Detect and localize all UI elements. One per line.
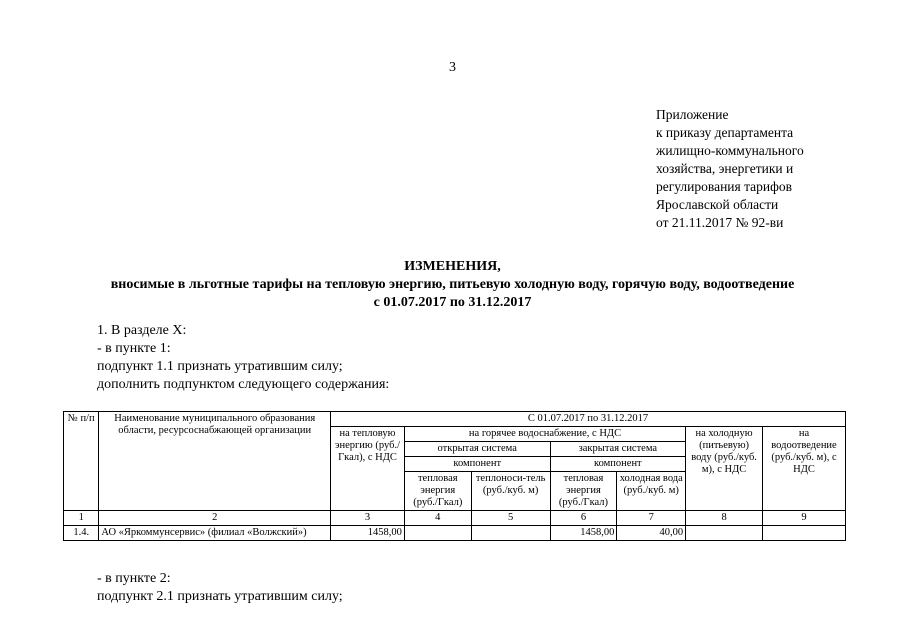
title-line-2: вносимые в льготные тарифы на тепловую энергию, питьевую холодную воду, горячую воду, водоотведение <box>110 277 795 292</box>
paragraph: - в пункте 2: <box>97 571 171 586</box>
tariff-table <box>63 411 846 541</box>
column-number-row <box>64 511 846 526</box>
column-number: 9 <box>763 511 846 526</box>
header-closed-cold-water: холодная вода (руб./куб. м) <box>617 472 686 511</box>
row-heat-tariff: 1458,00 <box>331 526 405 541</box>
paragraph: дополнить подпунктом следующего содержания: <box>97 377 390 392</box>
header-open-system: открытая система <box>404 442 550 457</box>
appendix-line: Ярославской области <box>656 197 779 212</box>
column-number: 5 <box>471 511 550 526</box>
appendix-line: от 21.11.2017 № 92-ви <box>656 215 784 230</box>
paragraph: подпункт 2.1 признать утратившим силу; <box>97 589 343 604</box>
row-cold-water <box>686 526 763 541</box>
appendix-line: жилищно-коммунального <box>656 143 804 158</box>
column-number: 3 <box>331 511 405 526</box>
paragraph: подпункт 1.1 признать утратившим силу; <box>97 359 343 374</box>
appendix-line: к приказу департамента <box>656 125 794 140</box>
column-number: 1 <box>64 511 99 526</box>
header-open-heat-energy: тепловая энергия (руб./Гкал) <box>404 472 471 511</box>
body-text-top <box>97 322 389 394</box>
header-hot-water: на горячее водоснабжение, с НДС <box>404 427 685 442</box>
document-title <box>0 258 905 312</box>
row-open-carrier <box>471 526 550 541</box>
row-closed-heat: 1458,00 <box>550 526 617 541</box>
header-number: № п/п <box>64 412 99 511</box>
page-number: 3 <box>449 60 456 75</box>
row-number: 1.4. <box>64 526 99 541</box>
row-sewage <box>763 526 846 541</box>
body-text-bottom <box>97 570 343 606</box>
header-sewage: на водоотведение (руб./куб. м), с НДС <box>763 427 846 511</box>
header-name: Наименование муниципального образования области, ресурсоснабжающей организации <box>99 412 331 511</box>
header-open-heat-carrier: теплоноси-тель (руб./куб. м) <box>471 472 550 511</box>
table-row <box>64 526 846 541</box>
appendix-line: хозяйства, энергетики и <box>656 161 794 176</box>
appendix-line: Приложение <box>656 107 729 122</box>
row-closed-cold: 40,00 <box>617 526 686 541</box>
column-number: 4 <box>404 511 471 526</box>
header-heat-energy: на тепловую энергию (руб./Гкал), с НДС <box>331 427 405 511</box>
appendix-block <box>656 106 804 232</box>
header-cold-water: на холодную (питьевую) воду (руб./куб. м), с НДС <box>686 427 763 511</box>
header-period: С 01.07.2017 по 31.12.2017 <box>331 412 846 427</box>
column-number: 2 <box>99 511 331 526</box>
header-closed-heat-energy: тепловая энергия (руб./Гкал) <box>550 472 617 511</box>
paragraph: - в пункте 1: <box>97 341 171 356</box>
column-number: 6 <box>550 511 617 526</box>
appendix-line: регулирования тарифов <box>656 179 793 194</box>
column-number: 7 <box>617 511 686 526</box>
title-line-1: ИЗМЕНЕНИЯ, <box>404 259 501 274</box>
header-component-closed: компонент <box>550 457 686 472</box>
paragraph: 1. В разделе X: <box>97 323 187 338</box>
row-organization: АО «Яркоммунсервис» (филиал «Волжский») <box>99 526 331 541</box>
row-open-heat <box>404 526 471 541</box>
column-number: 8 <box>686 511 763 526</box>
header-closed-system: закрытая система <box>550 442 686 457</box>
title-line-3: с 01.07.2017 по 31.12.2017 <box>373 295 532 310</box>
header-component-open: компонент <box>404 457 550 472</box>
